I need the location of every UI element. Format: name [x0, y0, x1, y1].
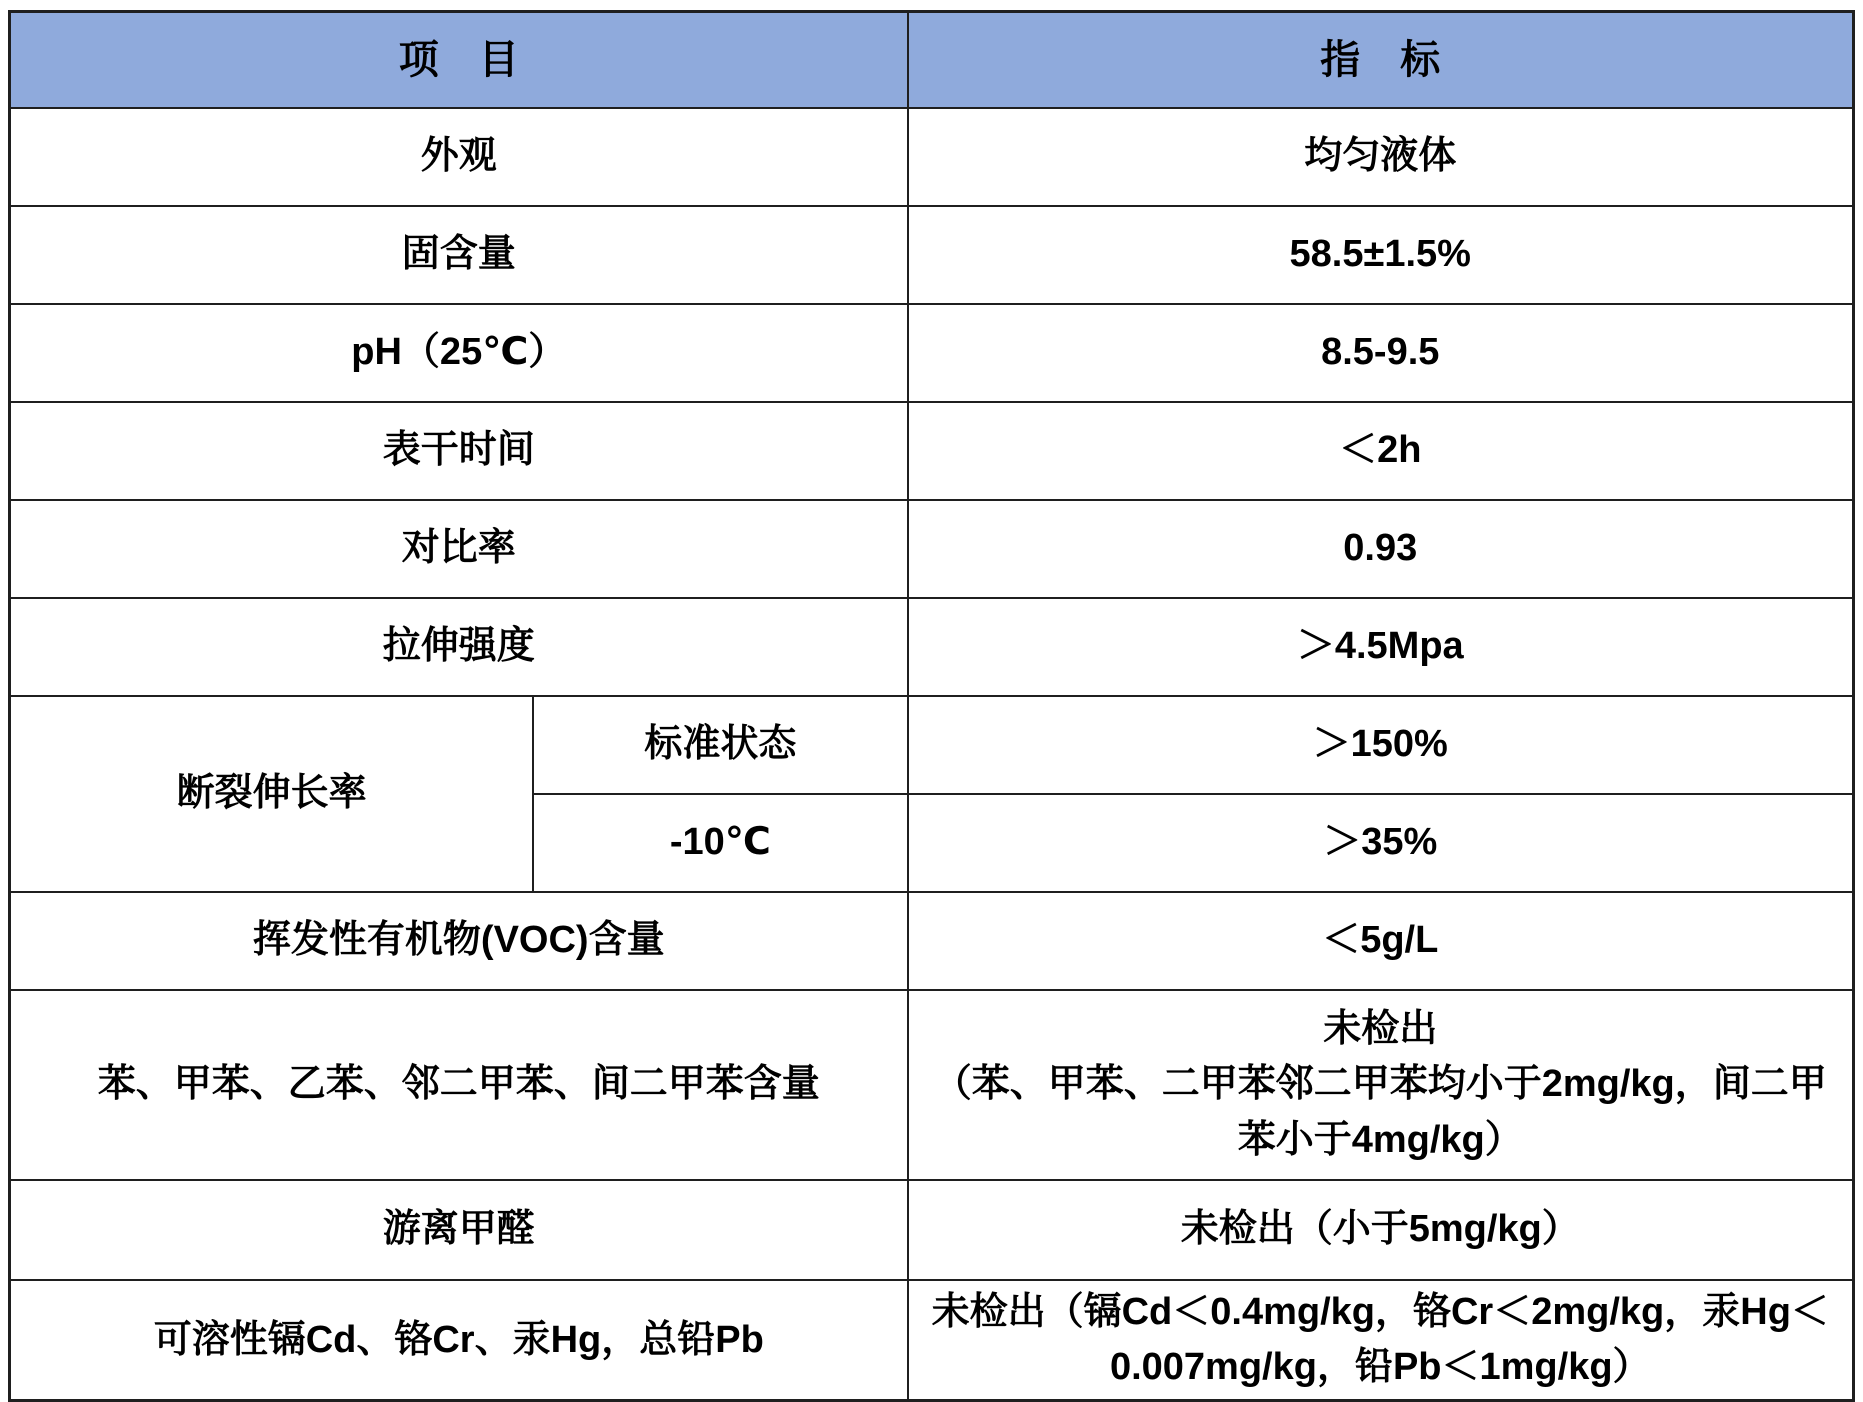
spec-cell: 58.5±1.5% — [908, 206, 1854, 304]
item-cell: 拉伸强度 — [10, 598, 908, 696]
spec-cell: 均匀液体 — [908, 108, 1854, 206]
item-cell: 表干时间 — [10, 402, 908, 500]
item-cell: 挥发性有机物(VOC)含量 — [10, 892, 908, 990]
spec-cell: 未检出（小于5mg/kg） — [908, 1180, 1854, 1280]
product-spec-table — [8, 10, 1855, 1402]
spec-cell: ＞4.5Mpa — [908, 598, 1854, 696]
table-row-solid-content — [10, 206, 1854, 304]
table-row-free-formaldehyde — [10, 1180, 1854, 1280]
header-spec-cell: 指 标 — [908, 12, 1854, 109]
item-cell: 可溶性镉Cd、铬Cr、汞Hg，总铅Pb — [10, 1280, 908, 1401]
table-row-voc — [10, 892, 1854, 990]
spec-result-line: 未检出 — [1323, 1008, 1438, 1051]
table-row-benzene-content — [10, 990, 1854, 1180]
table-row-elongation-standard — [10, 696, 1854, 794]
item-cell: 固含量 — [10, 206, 908, 304]
spec-cell: 未检出（镉Cd＜0.4mg/kg，铬Cr＜2mg/kg，汞Hg＜0.007mg/kg，铅Pb＜1mg/kg） — [908, 1280, 1854, 1401]
table-row-contrast-ratio — [10, 500, 1854, 598]
spec-cell: ＜5g/L — [908, 892, 1854, 990]
item-cell: 外观 — [10, 108, 908, 206]
table-row-heavy-metals — [10, 1280, 1854, 1401]
item-cell: pH（25℃） — [10, 304, 908, 402]
table-header-row — [10, 12, 1854, 109]
spec-cell: ＞150% — [908, 696, 1854, 794]
table-row-tensile-strength — [10, 598, 1854, 696]
spec-cell: ＞35% — [908, 794, 1854, 892]
spec-cell — [908, 990, 1854, 1180]
table-row-ph — [10, 304, 1854, 402]
table-row-appearance — [10, 108, 1854, 206]
spec-detail-line: （苯、甲苯、二甲苯邻二甲苯均小于2mg/kg，间二甲苯小于4mg/kg） — [933, 1063, 1827, 1161]
item-cell-elongation: 断裂伸长率 — [10, 696, 534, 892]
item-cell: 游离甲醛 — [10, 1180, 908, 1280]
spec-cell: 8.5-9.5 — [908, 304, 1854, 402]
header-item-cell: 项 目 — [10, 12, 908, 109]
condition-cell: -10℃ — [533, 794, 907, 892]
item-cell: 苯、甲苯、乙苯、邻二甲苯、间二甲苯含量 — [10, 990, 908, 1180]
spec-cell: 0.93 — [908, 500, 1854, 598]
table-row-surface-dry-time — [10, 402, 1854, 500]
item-cell: 对比率 — [10, 500, 908, 598]
spec-cell: ＜2h — [908, 402, 1854, 500]
condition-cell: 标准状态 — [533, 696, 907, 794]
